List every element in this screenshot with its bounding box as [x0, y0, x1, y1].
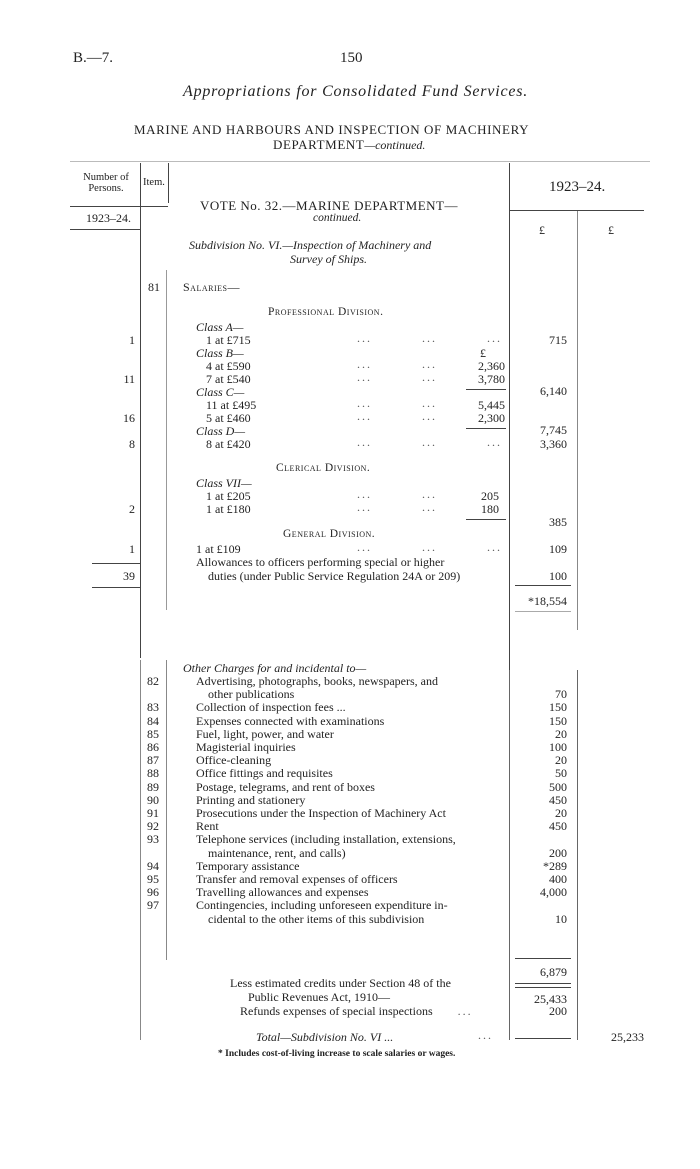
charge-amount: 20 [555, 753, 567, 768]
right-column-rule [577, 210, 578, 630]
charge-amount: 500 [549, 779, 567, 794]
leader-dots: ... [478, 1028, 493, 1042]
item-header: Item. [143, 177, 165, 188]
subtotal-rule-double [515, 987, 571, 988]
other-charges-subtotal: 6,879 [540, 965, 567, 979]
credits-line-3: Refunds expenses of special inspections ... [240, 1004, 473, 1018]
charge-item-number: 82 [147, 674, 159, 688]
charge-amount: 20 [555, 806, 567, 820]
class-a-amount: 715 [549, 333, 567, 347]
pound-sign-1: £ [539, 223, 545, 237]
class-c-sum-rule [466, 428, 506, 429]
charge-amount: 4,000 [540, 885, 567, 900]
class-d-amount: 3,360 [540, 437, 567, 451]
charge-description: Prosecutions under the Inspection of Machinery Act [196, 806, 446, 820]
class-vii-label: Class VII— [196, 476, 252, 490]
other-charges-heading: Other Charges for and incidental to— [183, 661, 367, 675]
class-b-row-2-inner: 3,780 [478, 372, 505, 386]
class-d-label: Class D— [196, 424, 246, 438]
vote-continued: continued. [313, 212, 362, 224]
class-b-row-2: 7 at £540 [206, 372, 251, 386]
class-vii-row-2-inner: 180 [481, 502, 499, 516]
table-top-rule [70, 161, 650, 162]
allowances-line-2: duties (under Public Service Regulation 24A or 209) [208, 569, 461, 583]
charge-description: Fuel, light, power, and water [196, 726, 334, 741]
charge-description: Advertising, photographs, books, newspapers, and [196, 674, 438, 688]
clerical-division-heading: Clerical Division. [276, 462, 371, 474]
leader-dots: ... ... ... [357, 435, 502, 449]
charge-item-number: 97 [147, 898, 159, 913]
persons-total-rule-bottom [92, 587, 140, 588]
charge-description-cont: maintenance, rent, and calls) [208, 845, 346, 860]
persons-column-rule [140, 163, 141, 658]
class-b-row-1-inner: 2,360 [478, 359, 505, 373]
subdivision-heading-line2: Survey of Ships. [290, 252, 367, 266]
charge-item-number: 87 [147, 753, 159, 768]
charge-amount: 150 [549, 713, 567, 728]
charge-item-number: 88 [147, 766, 159, 781]
subdivision-heading: Subdivision No. VI.—Inspection of Machinery and [189, 238, 432, 252]
charge-description: Telephone services (including installation, extensions, [196, 832, 456, 847]
persons-header-rule [70, 206, 168, 207]
allowances-amount: 100 [549, 569, 567, 583]
salaries-total-rule [515, 611, 571, 612]
persons-total-rule [92, 563, 140, 564]
class-d-row: 8 at £420 [206, 437, 251, 451]
class-b-amount: 6,140 [540, 384, 567, 398]
charge-item-number: 89 [147, 779, 159, 794]
item-column-rule-lower [166, 660, 167, 960]
charge-item-number: 92 [147, 819, 159, 834]
charge-amount: 450 [549, 819, 567, 834]
charge-item-number: 85 [147, 726, 159, 741]
class-b-sum-rule [466, 389, 506, 390]
class-vii-row-1-inner: 205 [481, 489, 499, 503]
leader-dots: ... ... ... [357, 540, 502, 554]
amount-column-rule-lower [509, 670, 510, 1040]
total-rule [515, 1038, 571, 1039]
allowances-line-1: Allowances to officers performing special or higher [196, 555, 445, 569]
general-row: 1 at £109 [196, 542, 241, 556]
general-persons: 1 [129, 542, 135, 556]
class-c-row-1-inner: 5,445 [478, 398, 505, 412]
page-number: 150 [340, 50, 363, 66]
class-c-row-2-inner: 2,300 [478, 411, 505, 425]
subtotal-rule [515, 983, 571, 984]
class-c-row-1: 11 at £495 [206, 398, 257, 412]
salaries-item-number: 81 [148, 280, 160, 294]
amount-year-header: 1923–24. [549, 179, 606, 195]
persons-year-rule [70, 229, 140, 230]
credits-line-2: Public Revenues Act, 1910— [248, 990, 390, 1004]
vote-title: VOTE No. 32.—MARINE DEPARTMENT— [200, 198, 458, 213]
document-code: B.—7. [73, 50, 114, 66]
charge-amount: *289 [543, 858, 567, 873]
charge-item-number: 94 [147, 858, 159, 873]
page-title: Appropriations for Consolidated Fund Services. [183, 83, 529, 100]
charge-description: Contingencies, including unforeseen expenditure in- [196, 898, 448, 913]
salaries-sum-rule [515, 585, 571, 586]
salaries-heading: Salaries— [183, 280, 240, 294]
other-charges-sum-rule [515, 958, 571, 959]
professional-division-heading: Professional Division. [268, 306, 384, 318]
class-c-persons: 16 [123, 411, 135, 425]
leader-dots: ... ... [357, 487, 437, 501]
charge-item-number: 83 [147, 700, 159, 715]
charge-description: Transfer and removal expenses of officers [196, 872, 398, 886]
charge-item-number: 95 [147, 872, 159, 886]
charge-description-cont: other publications [208, 687, 295, 702]
persons-total: 39 [123, 569, 135, 583]
charge-amount: 70 [555, 687, 567, 702]
class-b-pound: £ [480, 346, 486, 360]
credits-amount: 200 [549, 1004, 567, 1018]
charge-item-number: 96 [147, 885, 159, 900]
charge-description: Office-cleaning [196, 753, 272, 768]
class-vii-row-1: 1 at £205 [206, 489, 251, 503]
leader-dots: ... ... [357, 370, 437, 384]
class-vii-persons: 2 [129, 502, 135, 516]
charge-description: Collection of inspection fees ... [196, 700, 346, 715]
class-c-label: Class C— [196, 385, 245, 399]
charge-item-number: 91 [147, 806, 159, 820]
leader-dots: ... ... [357, 500, 437, 514]
charge-description-cont: cidental to the other items of this subdivision [208, 911, 425, 926]
amount-column-rule [509, 163, 510, 683]
charge-description: Postage, telegrams, and rent of boxes [196, 779, 375, 794]
charge-amount: 20 [555, 726, 567, 741]
amount-header-rule [509, 210, 644, 211]
charge-amount: 10 [555, 911, 567, 926]
footnote: * Includes cost-of-living increase to scale salaries or wages. [218, 1049, 456, 1059]
department-heading: MARINE AND HARBOURS AND INSPECTION OF MACHINERY [134, 122, 530, 137]
charge-item-number: 90 [147, 792, 159, 807]
charge-amount: 50 [555, 766, 567, 781]
number-of-persons-header: Number of Persons. [83, 172, 129, 194]
item-column-rule [166, 270, 167, 610]
charge-item-number: 84 [147, 713, 159, 728]
department-heading-line2: DEPARTMENT—continued. [273, 137, 426, 152]
class-a-row: 1 at £715 [206, 333, 251, 347]
class-d-persons: 8 [129, 437, 135, 451]
charge-description: Travelling allowances and expenses [196, 885, 369, 900]
class-c-amount: 7,745 [540, 423, 567, 437]
persons-column-rule-lower [140, 660, 141, 1040]
credits-line-1: Less estimated credits under Section 48 of the [230, 976, 451, 990]
pound-sign-2: £ [608, 223, 614, 237]
charge-description: Expenses connected with examinations [196, 713, 385, 728]
class-vii-sum-rule [466, 519, 506, 520]
class-vii-amount: 385 [549, 515, 567, 529]
right-column-rule-lower [577, 670, 578, 1040]
persons-year-header: 1923–24. [86, 211, 131, 225]
class-b-label: Class B— [196, 346, 244, 360]
charge-amount: 400 [549, 872, 567, 886]
class-a-label: Class A— [196, 320, 244, 334]
leader-dots: ... ... [357, 409, 437, 423]
charge-amount: 100 [549, 740, 567, 754]
class-vii-row-2: 1 at £180 [206, 502, 251, 516]
salaries-total: *18,554 [528, 594, 567, 608]
charge-amount: 150 [549, 700, 567, 715]
gross-total: 25,433 [534, 992, 567, 1006]
charge-item-number: 93 [147, 832, 159, 847]
charge-description: Magisterial inquiries [196, 740, 296, 754]
leader-dots: ... ... [357, 396, 437, 410]
class-b-row-1: 4 at £590 [206, 359, 251, 373]
charge-description: Printing and stationery [196, 792, 306, 807]
leader-dots: ... ... [357, 357, 437, 371]
item-column-rule-top [168, 163, 169, 203]
general-division-heading: General Division. [283, 528, 376, 540]
charge-item-number: 86 [147, 740, 159, 754]
class-a-persons: 1 [129, 333, 135, 347]
charge-amount: 200 [549, 845, 567, 860]
total-amount: 25,233 [611, 1030, 644, 1044]
charge-description: Office fittings and requisites [196, 766, 333, 781]
charge-description: Rent [196, 819, 219, 834]
total-label: Total—Subdivision No. VI ... [256, 1030, 394, 1044]
general-amount: 109 [549, 542, 567, 556]
class-c-row-2: 5 at £460 [206, 411, 251, 425]
charge-amount: 450 [549, 792, 567, 807]
leader-dots: ... ... ... [357, 331, 502, 345]
charge-description: Temporary assistance [196, 858, 300, 873]
class-b-persons: 11 [123, 372, 135, 386]
